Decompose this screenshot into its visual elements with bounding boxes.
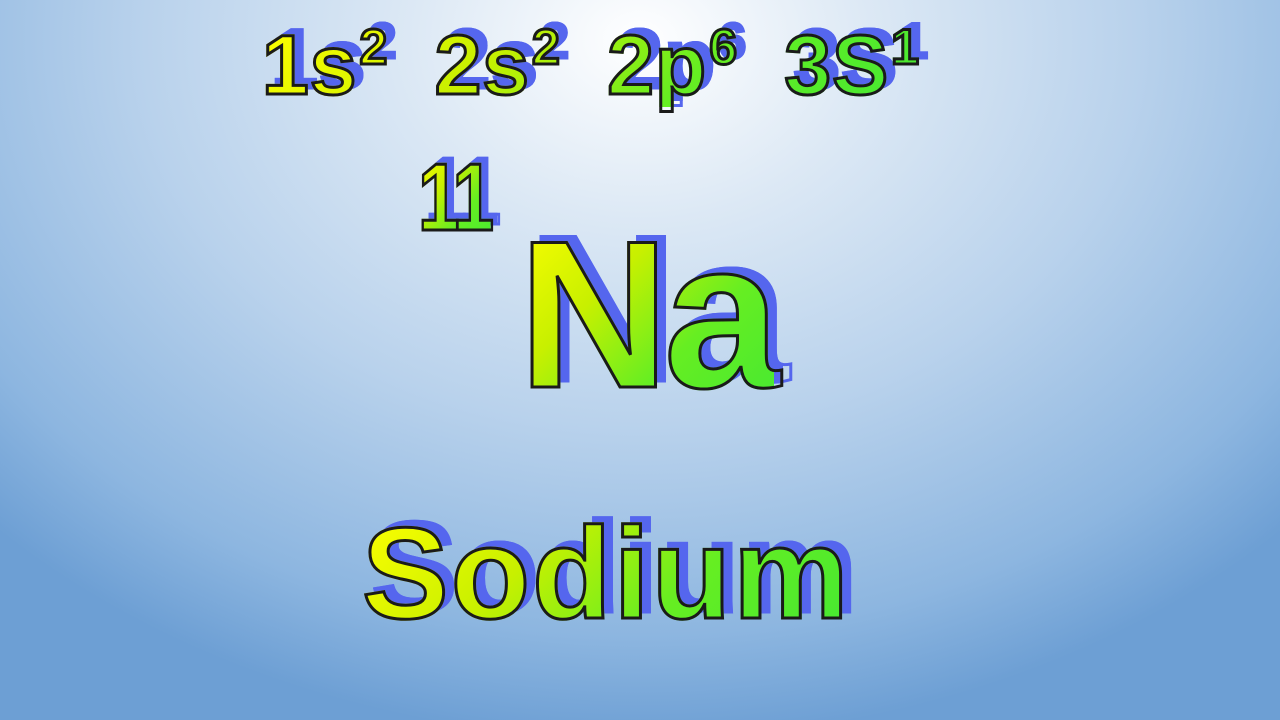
orbital-exponent: 6: [709, 19, 739, 75]
orbital-base: 2p: [607, 18, 708, 112]
element-symbol: Na: [518, 197, 775, 432]
orbital-term-1: [262, 18, 388, 112]
element-name: Sodium: [362, 500, 851, 646]
orbital-term-4: [784, 18, 920, 112]
orbital-base: 1s: [262, 18, 358, 112]
atomic-number: 11: [418, 144, 491, 251]
orbital-exponent: 2: [532, 19, 561, 75]
orbital-term-2: [435, 18, 561, 112]
orbital-base: 2s: [434, 18, 531, 112]
electron-configuration: [262, 18, 920, 112]
orbital-base: 3S: [784, 18, 890, 112]
orbital-term-3: [607, 18, 738, 112]
orbital-exponent: 2: [359, 19, 389, 75]
orbital-exponent: 1: [891, 19, 920, 75]
